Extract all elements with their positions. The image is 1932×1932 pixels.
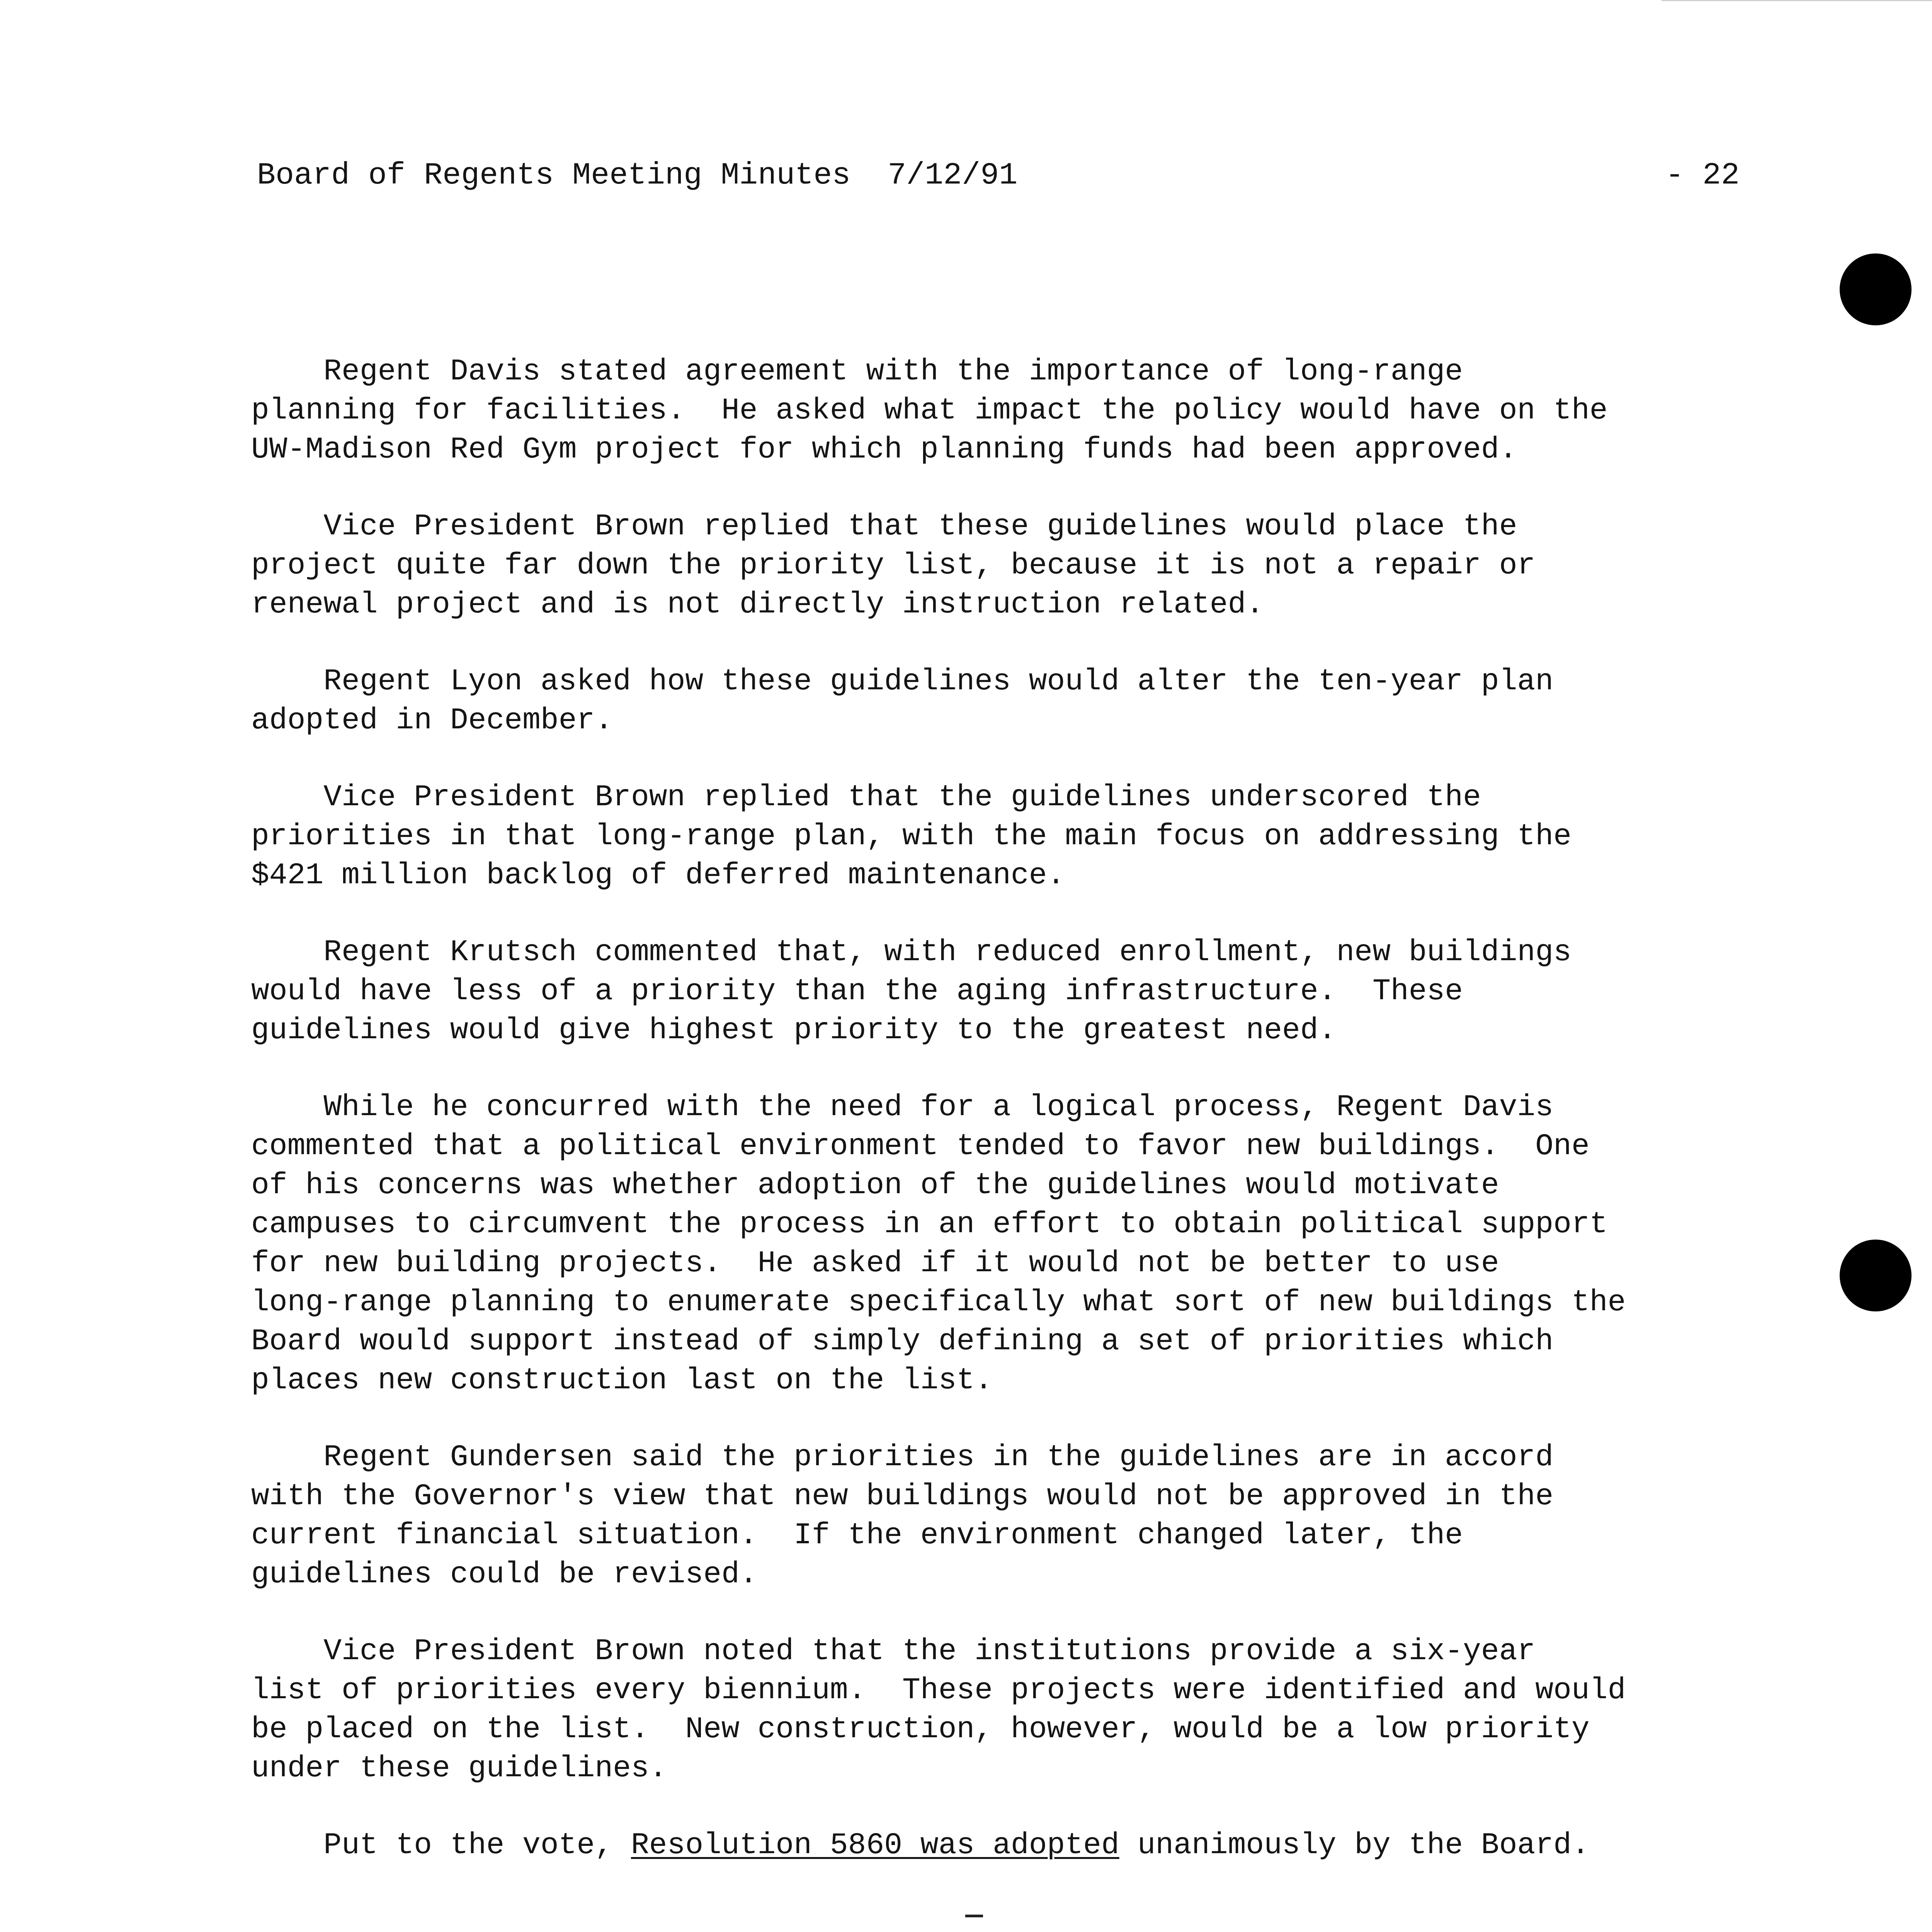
page-number: - 22 xyxy=(1665,158,1740,193)
paragraph: Regent Krutsch commented that, with reduced enrollment, new buildings would have less of a priority than the aging infrastructure. These guidelines would give highest priority to the greatest need. xyxy=(251,935,1571,1048)
resolution-underline: Resolution 5860 was adopted xyxy=(631,1828,1119,1862)
binder-hole-middle xyxy=(1840,1240,1912,1311)
paragraph: Regent Lyon asked how these guidelines would alter the ten-year plan adopted in December. xyxy=(251,665,1554,738)
paragraph: Regent Gundersen said the priorities in the guidelines are in accord with the Governor's view that new buildings would not be approved in the current financial situation. If the environment changed later, the guidelines could be revised. xyxy=(251,1440,1554,1592)
resolution-paragraph: Put to the vote, Resolution 5860 was adopted unanimously by the Board. xyxy=(251,1828,1590,1862)
scan-edge-top xyxy=(1662,0,1932,1)
paragraph: Vice President Brown noted that the institutions provide a six-year list of priorities every biennium. These projects were identified and would be placed on the list. New construction, however, would be a low priority under these guidelines. xyxy=(251,1634,1626,1786)
minutes-body xyxy=(251,352,1758,1903)
paragraph: Vice President Brown replied that the guidelines underscored the priorities in that long-range plan, with the main focus on addressing the $421 million backlog of deferred maintenance. xyxy=(251,781,1571,893)
page-title: Board of Regents Meeting Minutes 7/12/91 xyxy=(257,158,1018,193)
paragraph: Regent Davis stated agreement with the importance of long-range planning for facilities. He asked what impact the policy would have on the UW-Madison Red Gym project for which planning funds had been approved. xyxy=(251,355,1608,467)
footer-mark xyxy=(965,1915,983,1917)
paragraph: While he concurred with the need for a logical process, Regent Davis commented that a political environment tended to favor new buildings. One of his concerns was whether adoption of the guidelines would motivate campuses to circumvent the process in an effort to obtain political support for new building projects. He asked if it would not be better to use long-range planning to enumerate specifically what sort of new buildings the Board would support instead of simply defining a set of priorities which places new construction last on the list. xyxy=(251,1090,1626,1398)
binder-hole-top xyxy=(1840,253,1912,325)
paragraph: Vice President Brown replied that these guidelines would place the project quite far down the priority list, because it is not a repair or renewal project and is not directly instruction related. xyxy=(251,510,1536,622)
